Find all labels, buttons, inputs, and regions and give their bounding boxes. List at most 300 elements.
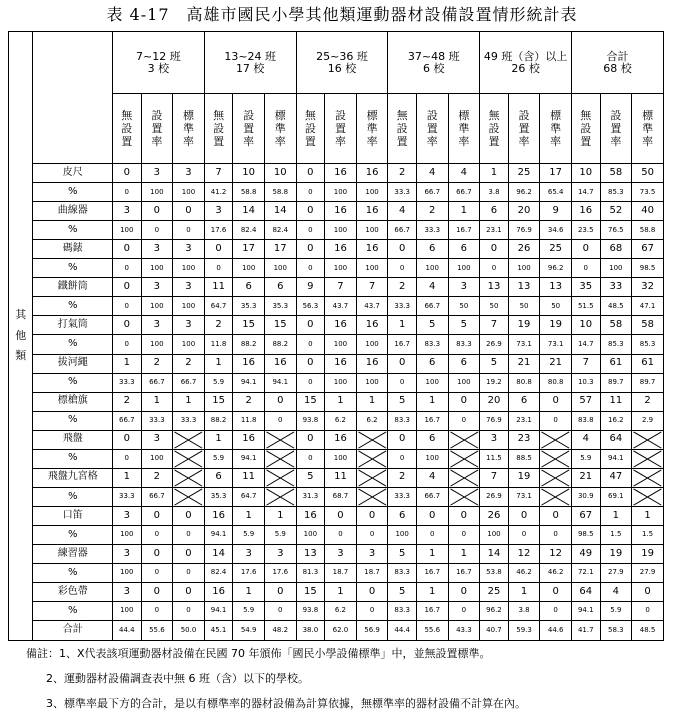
- percent-cell: 73.1: [508, 335, 540, 354]
- count-cell: 15: [264, 316, 296, 335]
- percent-cell: 17.6: [204, 221, 233, 240]
- sub-header: [264, 94, 296, 164]
- count-cell: 16: [233, 354, 265, 373]
- percent-label: %: [33, 297, 113, 316]
- count-cell: 11: [325, 468, 357, 487]
- table-row: [9, 601, 664, 620]
- count-cell: 13: [540, 278, 572, 297]
- percent-cell: 0: [325, 525, 357, 544]
- percent-cell: 66.7: [141, 487, 173, 506]
- percent-cell: 100: [325, 221, 357, 240]
- table-row: [9, 164, 664, 183]
- percent-cell: 16.7: [416, 601, 448, 620]
- percent-cell: [540, 449, 572, 468]
- count-cell: 16: [325, 240, 357, 259]
- sub-header-char: 準: [458, 122, 470, 136]
- table-row: [9, 183, 664, 202]
- percent-cell: 100: [325, 183, 357, 202]
- sub-header-char: 準: [366, 122, 378, 136]
- count-cell: 0: [508, 506, 540, 525]
- percent-label: %: [33, 449, 113, 468]
- count-cell: 25: [540, 240, 572, 259]
- sub-header-char: 率: [334, 135, 346, 149]
- sub-header-char: 無: [396, 108, 408, 122]
- count-cell: 0: [173, 506, 205, 525]
- percent-cell: [264, 449, 296, 468]
- sub-header-char: 置: [304, 135, 316, 149]
- percent-cell: 76.9: [508, 221, 540, 240]
- count-cell: 0: [173, 582, 205, 601]
- count-cell: 26: [480, 506, 509, 525]
- percent-cell: 88.2: [264, 335, 296, 354]
- percent-cell: 0: [540, 411, 572, 430]
- count-cell: 15: [296, 392, 325, 411]
- count-cell: 6: [448, 354, 480, 373]
- table-row: [9, 487, 664, 506]
- item-name: 飛盤九宮格: [33, 468, 113, 487]
- count-cell: 7: [356, 278, 388, 297]
- sub-header-char: 置: [396, 135, 408, 149]
- sub-header-char: 無: [121, 108, 133, 122]
- count-cell: 17: [540, 164, 572, 183]
- percent-cell: 33.3: [141, 411, 173, 430]
- percent-cell: 0: [540, 601, 572, 620]
- percent-cell: 100: [356, 373, 388, 392]
- cross-mark-icon: [540, 488, 571, 506]
- total-cell: 54.9: [233, 620, 265, 640]
- count-cell: [173, 430, 205, 449]
- percent-cell: 100: [173, 183, 205, 202]
- count-cell: 64: [600, 430, 632, 449]
- count-cell: 6: [448, 240, 480, 259]
- sub-header-char: 置: [488, 135, 500, 149]
- percent-cell: 85.3: [600, 183, 632, 202]
- count-cell: 3: [448, 278, 480, 297]
- percent-cell: 0: [296, 259, 325, 278]
- percent-cell: 85.3: [600, 335, 632, 354]
- count-cell: 14: [204, 544, 233, 563]
- percent-cell: 0: [113, 259, 142, 278]
- count-cell: 5: [296, 468, 325, 487]
- percent-cell: 0: [448, 411, 480, 430]
- percent-cell: 0: [204, 259, 233, 278]
- percent-cell: 89.7: [600, 373, 632, 392]
- sub-header-char: 率: [458, 135, 470, 149]
- count-cell: 16: [571, 202, 600, 221]
- sub-header: [416, 94, 448, 164]
- count-cell: 0: [141, 506, 173, 525]
- table-row: [9, 392, 664, 411]
- percent-cell: [540, 487, 572, 506]
- percent-cell: 96.2: [508, 183, 540, 202]
- percent-cell: 46.2: [508, 563, 540, 582]
- column-grade: 7~12 班: [136, 50, 181, 63]
- percent-cell: 23.1: [480, 221, 509, 240]
- percent-cell: 17.6: [233, 563, 265, 582]
- count-cell: 1: [448, 202, 480, 221]
- percent-cell: 33.3: [388, 487, 417, 506]
- count-cell: 35: [571, 278, 600, 297]
- percent-cell: 0: [113, 335, 142, 354]
- category-label-char: 他: [15, 328, 27, 342]
- percent-cell: [632, 449, 664, 468]
- total-cell: 59.3: [508, 620, 540, 640]
- sub-header: [204, 94, 233, 164]
- count-cell: 1: [416, 392, 448, 411]
- item-name: 曲線器: [33, 202, 113, 221]
- table-row: [9, 240, 664, 259]
- percent-cell: 100: [508, 259, 540, 278]
- sub-header-char: 率: [426, 135, 438, 149]
- column-schools: 26 校: [511, 61, 540, 75]
- count-cell: [632, 468, 664, 487]
- percent-cell: 34.6: [540, 221, 572, 240]
- cross-mark-icon: [265, 488, 296, 506]
- percent-cell: 88.2: [233, 335, 265, 354]
- table-row: [9, 468, 664, 487]
- count-cell: 7: [325, 278, 357, 297]
- percent-cell: 94.1: [233, 373, 265, 392]
- count-cell: 10: [233, 164, 265, 183]
- percent-cell: 30.9: [571, 487, 600, 506]
- percent-cell: [448, 487, 480, 506]
- percent-cell: 98.5: [571, 525, 600, 544]
- percent-cell: 35.3: [204, 487, 233, 506]
- sub-header: [173, 94, 205, 164]
- count-cell: 4: [416, 468, 448, 487]
- count-cell: 15: [296, 582, 325, 601]
- sub-header-char: 設: [580, 122, 592, 136]
- percent-cell: 73.1: [508, 487, 540, 506]
- count-cell: 19: [508, 316, 540, 335]
- sub-header-char: 率: [243, 135, 255, 149]
- count-cell: 4: [448, 164, 480, 183]
- count-cell: 0: [571, 240, 600, 259]
- count-cell: 2: [388, 468, 417, 487]
- percent-cell: 16.7: [388, 335, 417, 354]
- percent-cell: 35.3: [233, 297, 265, 316]
- column-header: [113, 32, 205, 94]
- sub-header: [325, 94, 357, 164]
- cross-mark-icon: [265, 450, 296, 468]
- percent-cell: 5.9: [264, 525, 296, 544]
- percent-cell: 11.8: [204, 335, 233, 354]
- count-cell: 16: [233, 430, 265, 449]
- count-cell: 0: [113, 164, 142, 183]
- percent-cell: 0: [508, 525, 540, 544]
- cross-mark-icon: [173, 431, 204, 449]
- percent-cell: 0: [173, 525, 205, 544]
- count-cell: 2: [416, 202, 448, 221]
- count-cell: 10: [571, 316, 600, 335]
- category-label: [9, 32, 33, 641]
- percent-cell: 50: [508, 297, 540, 316]
- count-cell: 16: [356, 316, 388, 335]
- percent-cell: 94.1: [233, 449, 265, 468]
- count-cell: 3: [173, 164, 205, 183]
- total-cell: 62.0: [325, 620, 357, 640]
- percent-cell: 0: [571, 259, 600, 278]
- count-cell: 11: [233, 468, 265, 487]
- percent-cell: 1.5: [632, 525, 664, 544]
- count-cell: 16: [296, 506, 325, 525]
- count-cell: 4: [416, 164, 448, 183]
- note-3: 3、標準率最下方的合計，是以有標準率的器材設備為計算依據，無標準率的器材設備不計算在內。: [46, 697, 526, 710]
- count-cell: 1: [356, 392, 388, 411]
- count-cell: 0: [388, 240, 417, 259]
- count-cell: 6: [416, 430, 448, 449]
- count-cell: 14: [480, 544, 509, 563]
- percent-cell: 100: [325, 259, 357, 278]
- count-cell: 0: [113, 240, 142, 259]
- count-cell: 0: [448, 506, 480, 525]
- sub-header-char: 率: [550, 135, 562, 149]
- percent-cell: 66.7: [173, 373, 205, 392]
- sub-header-char: 設: [304, 122, 316, 136]
- total-cell: 50.0: [173, 620, 205, 640]
- percent-cell: 100: [325, 373, 357, 392]
- percent-cell: 14.7: [571, 335, 600, 354]
- sub-header-char: 置: [121, 135, 133, 149]
- total-cell: 56.9: [356, 620, 388, 640]
- count-cell: 0: [141, 202, 173, 221]
- percent-cell: 17.6: [264, 563, 296, 582]
- count-cell: 0: [113, 278, 142, 297]
- percent-cell: 0: [141, 525, 173, 544]
- count-cell: 1: [508, 582, 540, 601]
- count-cell: 58: [632, 316, 664, 335]
- percent-cell: 0: [296, 373, 325, 392]
- percent-cell: 94.1: [571, 601, 600, 620]
- percent-cell: 100: [448, 373, 480, 392]
- count-cell: 1: [632, 506, 664, 525]
- count-cell: 25: [508, 164, 540, 183]
- percent-cell: 6.2: [325, 601, 357, 620]
- count-cell: 1: [264, 506, 296, 525]
- table-row: [9, 354, 664, 373]
- count-cell: 12: [540, 544, 572, 563]
- percent-cell: 5.9: [600, 601, 632, 620]
- column-schools: 17 校: [235, 61, 265, 75]
- column-grade: 37~48 班: [407, 50, 460, 63]
- count-cell: 16: [356, 354, 388, 373]
- percent-cell: 100: [173, 259, 205, 278]
- cross-mark-icon: [265, 469, 296, 487]
- column-grade: 13~24 班: [224, 50, 277, 63]
- count-cell: 58: [600, 316, 632, 335]
- count-cell: 5: [416, 316, 448, 335]
- count-cell: 0: [173, 544, 205, 563]
- percent-cell: 5.9: [571, 449, 600, 468]
- table-row: [9, 278, 664, 297]
- percent-cell: 5.9: [233, 601, 265, 620]
- count-cell: [632, 430, 664, 449]
- count-cell: 33: [600, 278, 632, 297]
- percent-cell: 81.3: [296, 563, 325, 582]
- cross-mark-icon: [357, 469, 388, 487]
- count-cell: 13: [480, 278, 509, 297]
- percent-cell: 82.4: [233, 221, 265, 240]
- percent-cell: 58.8: [233, 183, 265, 202]
- count-cell: 0: [325, 506, 357, 525]
- count-cell: 0: [296, 202, 325, 221]
- count-cell: 1: [233, 506, 265, 525]
- item-name: 拔河繩: [33, 354, 113, 373]
- percent-cell: 33.3: [173, 411, 205, 430]
- count-cell: 2: [204, 316, 233, 335]
- percent-cell: 0: [388, 449, 417, 468]
- percent-label: %: [33, 563, 113, 582]
- count-cell: 3: [233, 544, 265, 563]
- percent-cell: 94.1: [204, 525, 233, 544]
- count-cell: 7: [480, 468, 509, 487]
- count-cell: 2: [388, 278, 417, 297]
- table-row: [9, 259, 664, 278]
- sub-header-char: 設: [243, 108, 255, 122]
- percent-cell: 68.7: [325, 487, 357, 506]
- count-cell: 10: [264, 164, 296, 183]
- percent-cell: 56.3: [296, 297, 325, 316]
- table-row: [9, 202, 664, 221]
- percent-cell: 94.1: [204, 601, 233, 620]
- table-row: [9, 373, 664, 392]
- sub-header-char: 設: [488, 122, 500, 136]
- count-cell: 0: [356, 506, 388, 525]
- percent-cell: 100: [173, 335, 205, 354]
- percent-cell: 100: [113, 221, 142, 240]
- count-cell: 2: [388, 164, 417, 183]
- percent-cell: 100: [233, 259, 265, 278]
- count-cell: 2: [632, 392, 664, 411]
- percent-cell: 5.9: [204, 373, 233, 392]
- sub-header-char: 置: [610, 122, 622, 136]
- percent-cell: 100: [264, 259, 296, 278]
- cross-mark-icon: [540, 431, 571, 449]
- cross-mark-icon: [173, 488, 204, 506]
- percent-cell: 33.3: [388, 297, 417, 316]
- percent-cell: 100: [113, 563, 142, 582]
- count-cell: 5: [388, 582, 417, 601]
- total-cell: 44.6: [540, 620, 572, 640]
- percent-cell: 100: [141, 449, 173, 468]
- sub-header-char: 置: [426, 122, 438, 136]
- percent-cell: 88.5: [508, 449, 540, 468]
- percent-cell: 83.3: [388, 411, 417, 430]
- table-row: [9, 525, 664, 544]
- count-cell: 1: [325, 582, 357, 601]
- count-cell: 2: [233, 392, 265, 411]
- percent-cell: [632, 487, 664, 506]
- percent-cell: 3.8: [480, 183, 509, 202]
- percent-cell: 93.8: [296, 411, 325, 430]
- percent-cell: 0: [540, 525, 572, 544]
- column-schools: 3 校: [147, 61, 170, 75]
- percent-cell: 100: [480, 525, 509, 544]
- item-name: 碼錶: [33, 240, 113, 259]
- percent-cell: 14.7: [571, 183, 600, 202]
- count-cell: 19: [540, 316, 572, 335]
- count-cell: 2: [141, 468, 173, 487]
- count-cell: 20: [480, 392, 509, 411]
- sub-header-char: 設: [426, 108, 438, 122]
- cross-mark-icon: [632, 488, 663, 506]
- count-cell: 0: [141, 544, 173, 563]
- count-cell: 0: [296, 316, 325, 335]
- count-cell: [264, 468, 296, 487]
- percent-cell: 0: [296, 221, 325, 240]
- percent-cell: 100: [600, 259, 632, 278]
- percent-cell: 0: [113, 183, 142, 202]
- percent-label: %: [33, 373, 113, 392]
- count-cell: 49: [571, 544, 600, 563]
- note-2: 2、運動器材設備調查表中無 6 班（含）以下的學校。: [46, 672, 309, 685]
- count-cell: 4: [600, 582, 632, 601]
- count-cell: [264, 430, 296, 449]
- total-row: [9, 620, 664, 640]
- count-cell: 3: [480, 430, 509, 449]
- cross-mark-icon: [449, 469, 480, 487]
- sub-header-char: 標: [550, 108, 562, 122]
- sub-header-char: 置: [243, 122, 255, 136]
- total-cell: 44.4: [388, 620, 417, 640]
- note-1: 備註：1、X代表該項運動器材設備在民國 70 年頒佈「國民小學設備標準」中，並無設置標準。: [26, 647, 491, 660]
- count-cell: [448, 468, 480, 487]
- table-row: [9, 221, 664, 240]
- count-cell: 6: [416, 354, 448, 373]
- percent-cell: 11.5: [480, 449, 509, 468]
- count-cell: 0: [448, 582, 480, 601]
- count-cell: 3: [113, 544, 142, 563]
- percent-cell: 6.2: [325, 411, 357, 430]
- count-cell: 16: [325, 354, 357, 373]
- item-name: 飛盤: [33, 430, 113, 449]
- count-cell: [356, 468, 388, 487]
- category-label-char: 其: [15, 307, 27, 321]
- percent-cell: 100: [141, 297, 173, 316]
- percent-cell: 88.2: [204, 411, 233, 430]
- count-cell: 14: [264, 202, 296, 221]
- count-cell: 3: [141, 278, 173, 297]
- count-cell: 1: [325, 392, 357, 411]
- column-grade: 合計: [606, 50, 629, 63]
- sub-header-char: 率: [366, 135, 378, 149]
- percent-cell: 100: [325, 335, 357, 354]
- count-cell: 6: [204, 468, 233, 487]
- count-cell: 6: [264, 278, 296, 297]
- percent-cell: 100: [416, 449, 448, 468]
- count-cell: 3: [173, 240, 205, 259]
- percent-cell: 0: [632, 601, 664, 620]
- count-cell: 64: [571, 582, 600, 601]
- percent-cell: 100: [356, 259, 388, 278]
- count-cell: 17: [264, 240, 296, 259]
- count-cell: 3: [141, 240, 173, 259]
- cross-mark-icon: [632, 431, 663, 449]
- percent-cell: 43.7: [356, 297, 388, 316]
- count-cell: 0: [173, 202, 205, 221]
- sub-header: [233, 94, 265, 164]
- percent-cell: 83.3: [388, 563, 417, 582]
- percent-cell: 43.7: [325, 297, 357, 316]
- count-cell: 0: [204, 240, 233, 259]
- sub-header: [508, 94, 540, 164]
- sub-header-char: 準: [642, 122, 654, 136]
- count-cell: 57: [571, 392, 600, 411]
- column-header: [571, 32, 663, 94]
- total-cell: 58.3: [600, 620, 632, 640]
- percent-cell: 35.3: [264, 297, 296, 316]
- percent-cell: 0: [480, 259, 509, 278]
